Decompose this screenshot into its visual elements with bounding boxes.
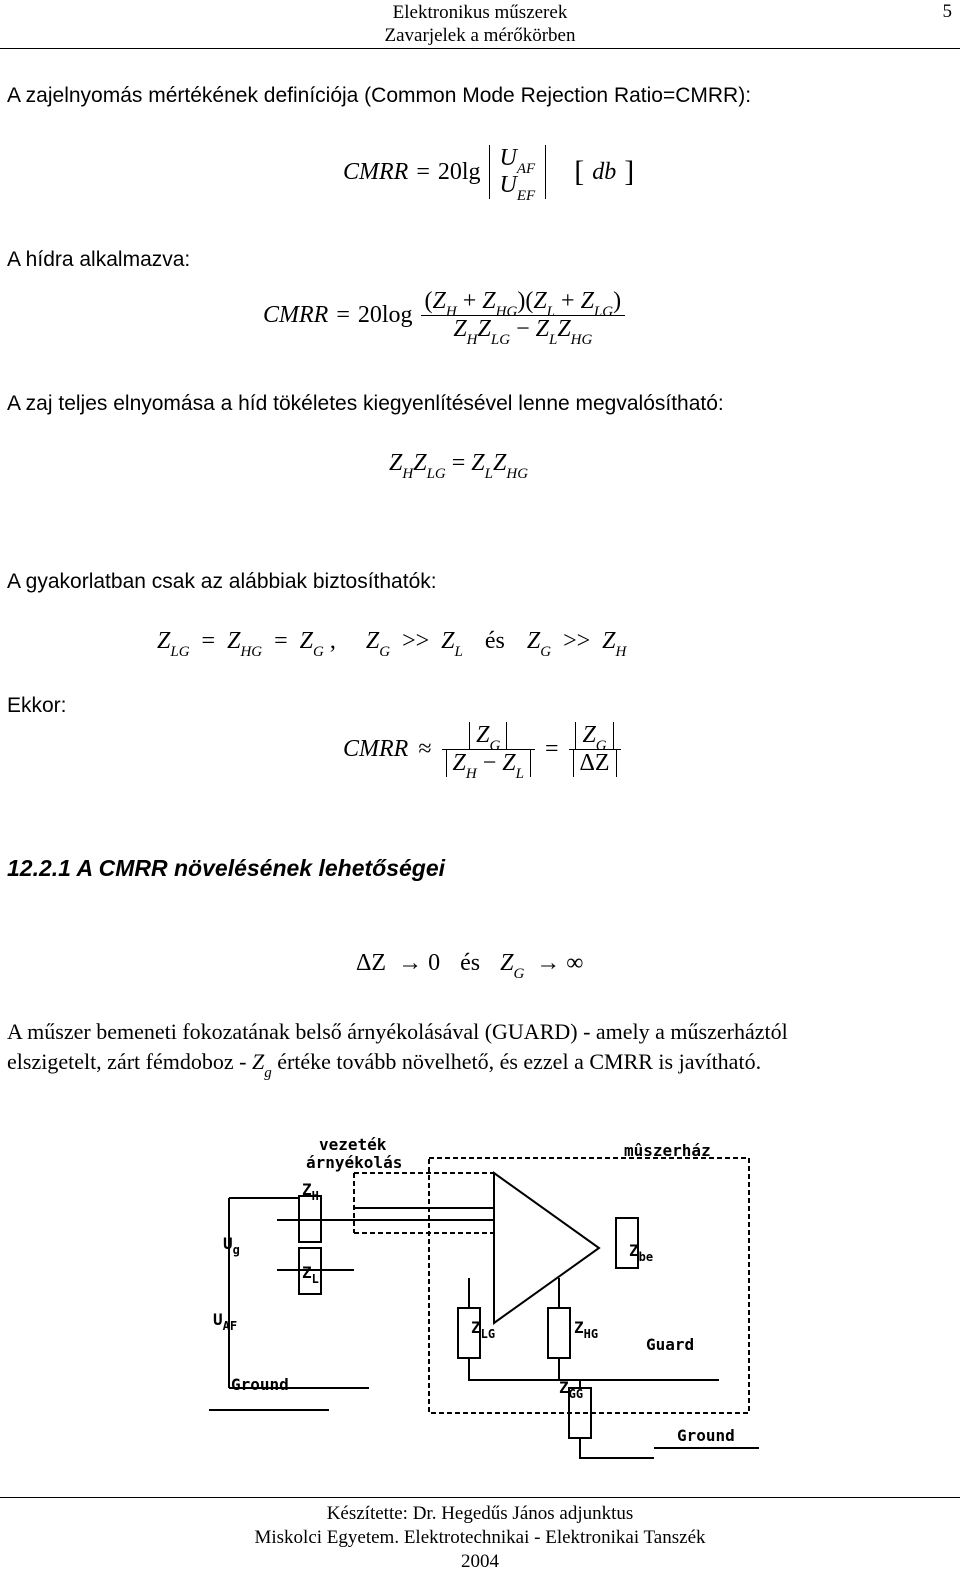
- fig-label-zhg: $Z_{HG}$: [574, 1318, 599, 1341]
- eq5-approx: ≈: [418, 736, 432, 762]
- paragraph-guard-line2: [7, 1046, 761, 1081]
- paragraph-guard-line1: A műszer bemeneti fokozatának belső árnyékolásával (GUARD) - amely a műszerháztól: [7, 1019, 788, 1044]
- eq2-denominator: $Z_HZ_{LG} - Z_LZ_{HG}$: [453, 316, 593, 348]
- label-ekkor: Ekkor:: [7, 694, 67, 717]
- eq1-af-sub: AF: [516, 161, 536, 177]
- zg-inline: Z: [251, 1049, 265, 1074]
- header-subtitle: Zavarjelek a mérőkörben: [384, 25, 576, 46]
- page-number: 5: [942, 1, 952, 22]
- eq1-db: db: [592, 158, 617, 185]
- eq5-delta-z: ΔZ: [573, 750, 617, 777]
- eq5-cmrr: CMRR: [343, 736, 409, 762]
- header-title: Elektronikus műszerek: [392, 2, 568, 23]
- eq1-20lg: 20lg: [437, 158, 481, 185]
- eq1-cmrr: CMRR: [343, 158, 409, 185]
- fig-label-ground-left: Ground: [231, 1375, 289, 1394]
- fig-label-zl: $Z_L$: [302, 1263, 319, 1286]
- equation-cmrr-definition: [343, 145, 635, 204]
- eq2-numerator: $(Z_H + Z_{HG})(Z_L + Z_{LG})$: [424, 288, 622, 320]
- eq4-es: és: [484, 628, 505, 654]
- eq1-ef-sub: EF: [516, 188, 536, 204]
- eq5-equals: =: [544, 736, 559, 762]
- eq1-u-den: U: [499, 172, 517, 198]
- fig-label-uaf: $U_{AF}$: [213, 1310, 238, 1333]
- paragraph-guard-pre: elszigetelt, zárt fémdoboz -: [7, 1049, 247, 1074]
- fig-label-ug: $U_g$: [223, 1234, 240, 1257]
- eq2-cmrr: CMRR: [263, 302, 329, 328]
- footer-rule: [0, 1497, 960, 1498]
- guard-circuit-figure: [199, 1118, 774, 1470]
- paragraph-bridge: A hídra alkalmazva:: [7, 248, 191, 271]
- eq2-20log: 20log: [357, 302, 413, 328]
- footer-author: Készítette: Dr. Hegedűs János adjunktus: [326, 1503, 634, 1524]
- equation-conditions: $Z_{LG} = Z_{HG} = Z_G$ , $Z_G >> Z_L$ és $Z_G >> Z_H$: [157, 628, 627, 660]
- fig-label-muszerhaz: mûszerház: [624, 1141, 711, 1160]
- equation-cmrr-approx: CMRR ≈ $\frac{Z_G}{Z_H - Z_L}$ = $\frac{Z_G}{\Delta Z}$: [343, 722, 621, 777]
- equation-limits: ΔZ → 0 és $Z_G$ → ∞: [356, 950, 584, 982]
- zg-inline-sub: g: [264, 1065, 272, 1081]
- eq1-u-num: U: [499, 145, 517, 171]
- fig-label-ground-right: Ground: [677, 1426, 735, 1445]
- eq2-equals: =: [336, 302, 350, 328]
- eq1-bracket-close: ]: [624, 155, 635, 188]
- fig-label-zh: $Z_H$: [302, 1180, 319, 1203]
- eq6-es: és: [460, 950, 481, 976]
- fig-label-zlg: $Z_{LG}$: [471, 1318, 496, 1341]
- eq1-equals: =: [416, 158, 430, 185]
- fig-label-guard: Guard: [646, 1335, 695, 1354]
- paragraph-practice: A gyakorlatban csak az alábbiak biztosíthatók:: [7, 570, 437, 593]
- fig-label-vezetek: vezeték: [319, 1135, 387, 1154]
- eq1-abs-bracket: [489, 145, 547, 204]
- footer-year: 2004: [461, 1551, 499, 1572]
- paragraph-guard-post: értéke tovább növelhető, és ezzel a CMRR is javítható.: [277, 1049, 762, 1074]
- fig-label-zgg: $Z_{GG}$: [559, 1378, 584, 1401]
- eq1-bracket-open: [: [574, 155, 585, 188]
- fig-label-arnyekolas: árnyékolás: [306, 1153, 403, 1172]
- section-heading: 12.2.1 A CMRR növelésének lehetőségei: [7, 855, 446, 881]
- equation-balance: $Z_HZ_{LG} = Z_LZ_{HG}$: [389, 450, 529, 482]
- paragraph-cmrr-definition: A zajelnyomás mértékének definíciója (Common Mode Rejection Ratio=CMRR):: [7, 84, 752, 107]
- paragraph-balance: A zaj teljes elnyomása a híd tökéletes kiegyenlítésével lenne megvalósítható:: [7, 392, 724, 415]
- header-rule: [0, 48, 960, 49]
- equation-cmrr-bridge: [263, 288, 625, 348]
- fig-label-zbe: $Z_{be}$: [629, 1241, 654, 1264]
- footer-institution: Miskolci Egyetem. Elektrotechnikai - Elektronikai Tanszék: [254, 1527, 706, 1548]
